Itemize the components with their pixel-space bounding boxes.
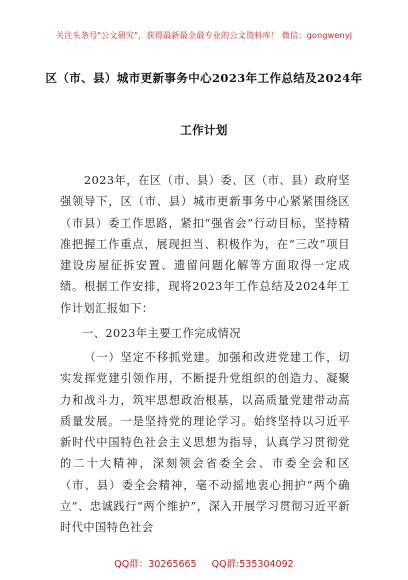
intro-paragraph bbox=[60, 170, 350, 319]
section-paragraph bbox=[60, 347, 350, 539]
intro-paragraph-text: 2023年，在区（市、县）委、区（市、县）政府坚强领导下，区（市、县）城市更新事务中心紧紧围绕区（市县）委工作思路，紧扣“强省会”行动目标，坚持精准把握工作重点，展现担当、积极作为，在“三改”项目建设房屋征拆安置、遗留问题化解等方面取得一定成绩。根据工作安排，现将2023年工作总结及2024年工作计划汇报如下： bbox=[60, 174, 350, 315]
header-note: 关注头条号"公文研究"，获得最新最全最专业的公文资料库！ 微信：gongwenyj bbox=[55, 30, 353, 40]
footer bbox=[0, 556, 408, 570]
footer-qq-group-2: QQ群:535304092 bbox=[211, 559, 294, 570]
footer-qq-group-1: QQ群：30265665 bbox=[114, 559, 197, 570]
section-heading: 一、2023年主要工作完成情况 bbox=[82, 327, 242, 340]
document-title-line-1: 区（市、县）城市更新事务中心2023年工作总结及2024年 bbox=[45, 71, 363, 85]
section-paragraph-text: （一）坚定不移抓党建。加强和改进党建工作，切实发挥党建引领作用，不断提升党组织的创造力、凝聚力和战斗力，筑牢思想政治根基，以高质量党建带动高质量发展。一是坚持党的理论学习。始终坚持以习近平新时代中国特色社会主义思想为指导，认真学习贯彻党的二十大精神，深刻领会省委全会、市委全会和区（市、县）委全会精神，毫不动摇地衷心拥护“两个确立”、忠诚践行“两个维护”，深入开展学习贯彻习近平新时代中国特色社会 bbox=[60, 351, 350, 535]
document-title-line-2: 工作计划 bbox=[180, 123, 228, 137]
